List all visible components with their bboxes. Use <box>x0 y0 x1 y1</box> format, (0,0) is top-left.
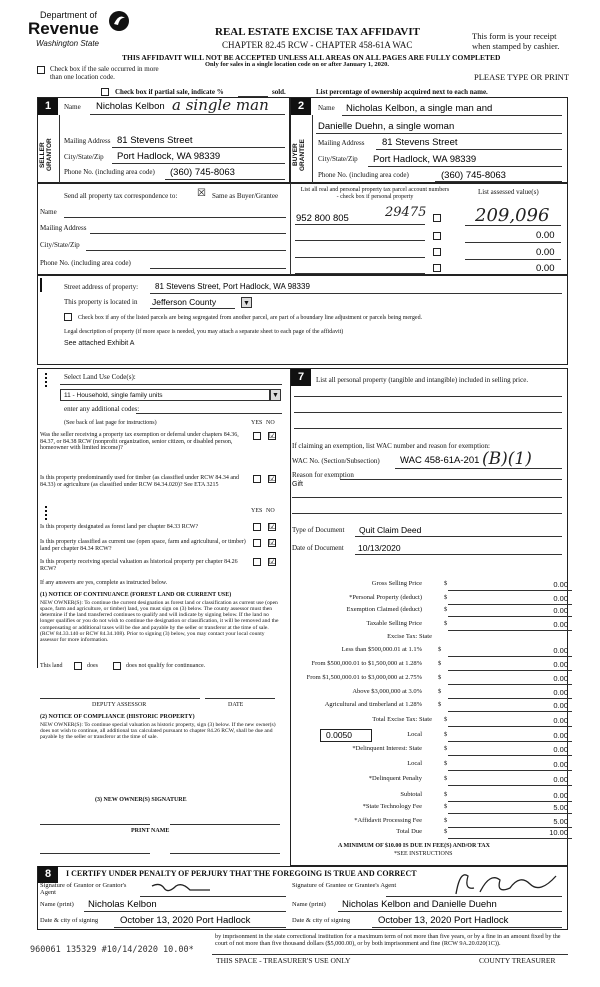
form-notice: THIS AFFIDAVIT WILL NOT BE ACCEPTED UNLESS ALL AREAS ON ALL PAGES ARE FULLY COMPLETED <box>122 53 501 62</box>
tax-row-value[interactable]: 0.00 <box>553 688 568 697</box>
dor-logo <box>28 10 138 50</box>
compliance-title: (2) NOTICE OF COMPLIANCE (HISTORIC PROPERTY) <box>40 714 195 720</box>
tax-row <box>290 803 572 815</box>
form-subtitle: CHAPTER 82.45 RCW - CHAPTER 458-61A WAC <box>222 40 413 50</box>
tax-row-value[interactable]: 10.00 <box>549 828 568 837</box>
land-use-marker <box>45 373 50 387</box>
buyer-phone-label: Phone No. (including area code) <box>318 171 409 179</box>
q3-yes-checkbox[interactable] <box>253 523 261 531</box>
tax-row <box>290 701 572 713</box>
tax-row-currency: $ <box>444 803 448 810</box>
tax-row <box>290 620 572 632</box>
pct-ownership-label: List percentage of ownership acquired next to each name. <box>316 88 488 96</box>
any-yes-note: If any answers are yes, complete as instructed below. <box>40 580 168 586</box>
seller-name[interactable]: Nicholas Kelbon <box>96 101 165 112</box>
tax-row <box>290 633 572 645</box>
tax-row-label: Local <box>407 731 422 738</box>
tax-row-value[interactable]: 5.00 <box>553 803 568 812</box>
print-note: PLEASE TYPE OR PRINT <box>474 72 570 82</box>
parcel-number-handwritten: 29475 <box>385 205 427 220</box>
tax-row-currency: $ <box>444 606 448 613</box>
tax-row-underline <box>448 838 572 839</box>
parcel-number[interactable]: 952 800 805 <box>296 213 349 224</box>
tax-row-label: Total Excise Tax: State <box>372 716 432 723</box>
street-label: Street address of property: <box>64 283 139 291</box>
tax-row-label: Less than $500,000.01 at 1.1% <box>341 646 422 653</box>
receipt-note: This form is your receipt when stamped by cashier. <box>472 31 560 52</box>
same-as-buyer-label: Same as Buyer/Grantee <box>212 192 279 200</box>
deputy-assessor-label: DEPUTY ASSESSOR <box>92 702 147 708</box>
tax-row <box>290 688 572 700</box>
tax-row <box>290 775 572 787</box>
tax-row-underline <box>448 670 572 671</box>
tax-row-currency: $ <box>444 580 448 587</box>
tax-row <box>290 606 572 618</box>
q1-yes-checkbox[interactable] <box>253 432 261 440</box>
tax-row-label: Taxable Selling Price <box>366 620 422 627</box>
wac-number[interactable]: WAC 458-61A-201 <box>400 455 480 466</box>
tax-row-label: From $1,500,000.01 to $3,000,000 at 2.75% <box>306 674 422 681</box>
tax-row-label: *State Technology Fee <box>362 803 422 810</box>
county-treasurer-label: COUNTY TREASURER <box>479 956 556 965</box>
no-header-1: NO <box>266 420 275 426</box>
q5-yes-checkbox[interactable] <box>253 558 261 566</box>
tax-row-value[interactable]: 0.00 <box>553 791 568 800</box>
question-current-use: Is this property classified as current use (open space, farm and agricultural, or timber) land per chapter 84.34 RCW? <box>40 539 246 552</box>
seller-side-label: SELLER GRANTOR <box>39 138 53 172</box>
section8-badge: 8 <box>38 866 58 883</box>
q4-yes-checkbox[interactable] <box>253 539 261 547</box>
dept-line1: Department of <box>40 10 98 20</box>
grantee-sig-label: Signature of Grantee or Grantee's Agent <box>292 882 397 889</box>
seller-city[interactable]: Port Hadlock, WA 98339 <box>117 151 221 162</box>
cashier-stamp: 960061 135329 #10/14/2020 10.00* <box>30 945 194 955</box>
same-as-buyer-checkbox[interactable]: ☒ <box>197 188 206 199</box>
corr-phone-label: Phone No. (including area code) <box>40 259 131 267</box>
does-label: does <box>87 663 98 669</box>
buyer-phone[interactable]: (360) 745-8063 <box>441 170 506 181</box>
tax-row-value[interactable]: 0.00 <box>553 760 568 769</box>
tax-row-label: *Delinquent Penalty <box>368 775 422 782</box>
tax-row-underline <box>448 813 572 814</box>
tax-row <box>290 674 572 686</box>
tax-row <box>290 646 572 658</box>
tax-row-label: Exemption Claimed (deduct) <box>346 606 422 613</box>
does-not-label: does not qualify for continuance. <box>126 663 206 669</box>
grantee-printed-name[interactable]: Nicholas Kelbon and Danielle Duehn <box>342 899 497 910</box>
doc-date[interactable]: 10/13/2020 <box>358 543 401 553</box>
tax-row-currency: $ <box>438 646 442 653</box>
tax-row-underline <box>448 741 572 742</box>
buyer-mailing[interactable]: 81 Stevens Street <box>382 137 458 148</box>
segregated-checkbox[interactable] <box>64 313 72 321</box>
question-timber: Is this property predominantly used for timber (as classified under RCW 84.34 and 84.33) or agriculture (as classified under RCW 84.34.020)? See ETA 3215 <box>40 475 240 488</box>
tax-row-value[interactable]: 0.00 <box>553 745 568 754</box>
no-header-2: NO <box>266 508 275 514</box>
tax-row-value[interactable]: 0.00 <box>553 674 568 683</box>
multi-location-checkbox[interactable] <box>37 66 45 74</box>
corr-name-label: Name <box>40 208 57 216</box>
compliance-body: NEW OWNER(S): To continue special valuation as historic property, sign (3) below. If the new owner(s) does not wish to continue, all additional tax calculated pursuant to chapter 84.26 RCW, shall be due and payable by the seller or transferor at the time of sale. <box>40 722 276 741</box>
does-not-checkbox[interactable] <box>113 662 121 670</box>
personal-property-checkbox-4[interactable] <box>433 264 441 272</box>
treasurer-use-label: THIS SPACE - TREASURER'S USE ONLY <box>216 956 351 965</box>
tax-row-currency: $ <box>444 828 448 835</box>
tax-row-underline <box>448 590 572 591</box>
tax-row-currency: $ <box>444 594 448 601</box>
seller-phone-label: Phone No. (including area code) <box>64 168 155 176</box>
continuance-title: (1) NOTICE OF CONTINUANCE (FOREST LAND OR CURRENT USE) <box>40 592 232 598</box>
personal-property-checkbox-2[interactable] <box>433 232 441 240</box>
tax-row <box>290 716 572 728</box>
property-section-marker <box>40 278 46 292</box>
tax-row-currency: $ <box>444 620 448 627</box>
personal-property-checkbox-3[interactable] <box>433 248 441 256</box>
revenue-swirl-icon <box>108 10 130 32</box>
local-rate[interactable]: 0.0050 <box>326 730 352 740</box>
seller-badge: 1 <box>38 98 58 115</box>
grantee-signature <box>450 866 565 898</box>
grantor-name-label: Name (print) <box>40 901 74 908</box>
tax-row-value[interactable]: 0.00 <box>553 716 568 725</box>
grantee-date-city[interactable]: October 13, 2020 Port Hadlock <box>378 915 509 926</box>
buyer-name2[interactable]: Danielle Duehn, a single woman <box>318 121 455 132</box>
tax-row <box>290 580 572 592</box>
partial-sale-label: Check box if partial sale, indicate % <box>115 88 224 96</box>
minimum-note: A MINIMUM OF $10.00 IS DUE IN FEE(S) AND/OR TAX <box>338 843 490 849</box>
assessed-value-2[interactable]: 0.00 <box>536 230 555 241</box>
tax-row-label: Local <box>407 760 422 767</box>
doc-type[interactable]: Quit Claim Deed <box>359 525 422 535</box>
question-historic: Is this property receiving special valuation as historical property per chapter 84.26 RCW? <box>40 559 238 572</box>
tax-row-underline <box>448 770 572 771</box>
legal-desc-label: Legal description of property (if more space is needed, you may attach a separate sheet to each page of the affidavit) <box>64 329 344 335</box>
exemption-label: If claiming an exemption, list WAC number and reason for exemption: <box>292 442 490 450</box>
exemption-reason[interactable]: Gift <box>292 481 303 488</box>
tax-row-underline <box>448 711 572 712</box>
buyer-mailing-label: Mailing Address <box>318 139 365 147</box>
tax-row <box>290 745 572 757</box>
print-name-label: PRINT NAME <box>131 828 170 834</box>
tax-row-value[interactable]: 0.00 <box>553 775 568 784</box>
tax-row-label: Subtotal <box>400 791 422 798</box>
perjury-note: by imprisonment in the state correctional institution for a maximum term of not more than five years, or by a fine in an amount fixed by the court of not more than five thousand dollars ($5,000.00), or by both imprisonment and fine (RCW 9A.20.020(1C)). <box>215 933 561 947</box>
tax-row-currency: $ <box>444 775 448 782</box>
tax-row-currency: $ <box>444 716 448 723</box>
tax-row-currency: $ <box>444 745 448 752</box>
tax-row-currency: $ <box>438 660 442 667</box>
dept-line3: Washington State <box>36 39 100 48</box>
tax-row <box>290 660 572 672</box>
question-forest-land: Is this property designated as forest land per chapter 84.33 RCW? <box>40 524 199 530</box>
land-use-dropdown-button[interactable]: ▼ <box>270 389 281 401</box>
legal-description[interactable]: See attached Exhibit A <box>64 340 135 347</box>
multi-location-label: Check box if the sale occurred in more than one location code. <box>50 65 159 82</box>
tax-row-label: Above $3,000,000 at 3.0% <box>352 688 422 695</box>
additional-codes-label: enter any additional codes: <box>64 405 140 413</box>
q1-no-checkbox[interactable]: ☑ <box>269 431 277 440</box>
doc-type-label: Type of Document <box>292 526 345 534</box>
segregated-label: Check box if any of the listed parcels are being segregated from another parcel, are part of a boundary line adjustment or parcels being merged. <box>78 315 423 321</box>
partial-sale-checkbox[interactable] <box>101 88 109 96</box>
tax-row-underline <box>448 698 572 699</box>
assessed-value-3[interactable]: 0.00 <box>536 247 555 258</box>
tax-row-currency: $ <box>444 817 448 824</box>
yes-header-2: YES <box>251 508 263 514</box>
seller-mailing[interactable]: 81 Stevens Street <box>117 135 193 146</box>
seller-name-label: Name <box>64 103 81 111</box>
tax-row-underline <box>448 755 572 756</box>
tax-row-underline <box>448 801 572 802</box>
yes-header-1: YES <box>251 420 263 426</box>
tax-row-currency: $ <box>444 791 448 798</box>
property-street[interactable]: 81 Stevens Street, Port Hadlock, WA 98339 <box>155 282 310 291</box>
q3-no-checkbox[interactable]: ☑ <box>269 522 277 531</box>
corr-mailing-label: Mailing Address <box>40 224 87 232</box>
tax-row-value[interactable]: 0.00 <box>553 606 568 615</box>
tax-row-value[interactable]: 0.00 <box>553 580 568 589</box>
land-use-label: Select Land Use Code(s): <box>64 373 136 381</box>
tax-row-underline <box>448 785 572 786</box>
tax-row-label: *Affidavit Processing Fee <box>354 817 422 824</box>
tax-row-label: Agricultural and timberland at 1.28% <box>324 701 422 708</box>
tax-row-label: *Delinquent Interest: State <box>352 745 422 752</box>
tax-row-underline <box>448 630 572 631</box>
grantor-signature <box>150 880 220 896</box>
tax-row-currency: $ <box>438 701 442 708</box>
property-county[interactable]: Jefferson County <box>152 297 217 307</box>
tax-row-currency: $ <box>438 674 442 681</box>
certify-text: I CERTIFY UNDER PENALTY OF PERJURY THAT THE FOREGOING IS TRUE AND CORRECT <box>66 869 417 878</box>
tax-row-currency: $ <box>438 688 442 695</box>
tax-row-underline <box>448 684 572 685</box>
dept-line2: Revenue <box>28 19 99 38</box>
seller-city-label: City/State/Zip <box>64 153 104 161</box>
grantor-sig-label: Signature of Grantor or Grantor's Agent <box>40 882 127 897</box>
assessed-value-handwritten: 209,096 <box>475 205 550 226</box>
form-title: REAL ESTATE EXCISE TAX AFFIDAVIT <box>215 26 420 38</box>
tax-row-underline <box>448 726 572 727</box>
tax-row-label: Total Due <box>396 828 422 835</box>
tax-row <box>290 760 572 772</box>
see-back-note: (See back of last page for instructions) <box>64 420 157 426</box>
parcel-header: List all real and personal property tax parcel account numbers - check box if personal property <box>300 187 450 200</box>
assessed-value-header: List assessed value(s) <box>478 188 539 196</box>
tax-row-value[interactable]: 0.00 <box>553 660 568 669</box>
buyer-badge: 2 <box>291 98 311 115</box>
sold-label: sold. <box>272 88 286 96</box>
reason-label: Reason for exemption <box>292 471 354 479</box>
this-land-label: This land <box>40 663 63 669</box>
tax-row-currency: $ <box>444 731 448 738</box>
personal-property-checkbox-1[interactable] <box>433 214 441 222</box>
tax-row-value[interactable]: 0.00 <box>553 701 568 710</box>
corr-city-label: City/State/Zip <box>40 241 80 249</box>
buyer-city-label: City/State/Zip <box>318 155 358 163</box>
tax-row <box>290 828 572 840</box>
tax-row <box>290 791 572 803</box>
tax-row-value[interactable]: 0.00 <box>553 731 568 740</box>
correspondence-label: Send all property tax correspondence to: <box>64 192 178 200</box>
q4-no-checkbox[interactable]: ☑ <box>269 538 277 547</box>
assessor-date-label: DATE <box>228 702 244 708</box>
tax-row-underline <box>448 616 572 617</box>
grantee-date-label: Date & city of signing <box>292 917 351 924</box>
buyer-city[interactable]: Port Hadlock, WA 98339 <box>373 154 477 165</box>
wac-handwritten: (B)(1) <box>482 449 532 469</box>
question-exemption: Was the seller receiving a property tax exemption or deferral under chapters 84.36, 84.37, or 84.38 RCW (nonprofit organization, senior citizen, or disabled person, homeowner with limited income)? <box>40 432 239 452</box>
see-instructions: *SEE INSTRUCTIONS <box>394 851 453 857</box>
tax-row-underline <box>448 656 572 657</box>
tax-row <box>290 594 572 606</box>
seller-name-handwritten: a single man <box>172 96 269 114</box>
wac-label: WAC No. (Section/Subsection) <box>292 457 380 465</box>
tax-row-underline <box>448 604 572 605</box>
tax-row-currency: $ <box>444 760 448 767</box>
seller-mailing-label: Mailing Address <box>64 137 111 145</box>
grantee-name-label: Name (print) <box>292 901 326 908</box>
grantor-date-city[interactable]: October 13, 2020 Port Hadlock <box>120 915 251 926</box>
tax-row-label: From $500,000.01 to $1,500,000 at 1.28% <box>311 660 422 667</box>
buyer-side-label: BUYER GRANTEE <box>292 139 306 171</box>
land-use-marker-2 <box>45 506 50 520</box>
new-owner-sig-title: (3) NEW OWNER(S) SIGNATURE <box>95 797 187 803</box>
county-dropdown-button[interactable]: ▼ <box>241 297 252 308</box>
section7-badge: 7 <box>291 369 311 386</box>
continuance-body: NEW OWNER(S): To continue the current designation as forest land or classification as current use (open space, farm and agriculture, or timber) land, you must sign on (3) below. The county assessor must then determine if the land transferred continues to qualify and will indicate by signing below. If the land no longer qualifies or you do not wish to continue the designation or classification, it will be removed and the compensating or additional taxes will be due and payable by the seller or transferor at the time of sale. (RCW 84.33.140 or RCW 84.34.108). Prior to signing (3) below, you may contact your local county assessor for more information. <box>40 600 279 643</box>
does-checkbox[interactable] <box>74 662 82 670</box>
q5-no-checkbox[interactable]: ☑ <box>269 557 277 566</box>
tax-row-value[interactable]: 5.00 <box>553 817 568 826</box>
tax-row-label: Gross Selling Price <box>371 580 422 587</box>
seller-phone[interactable]: (360) 745-8063 <box>170 167 235 178</box>
located-label: This property is located in <box>64 298 138 306</box>
land-use-select[interactable]: 11 - Household, single family units <box>60 389 270 401</box>
tax-row-value[interactable]: 0.00 <box>553 620 568 629</box>
q2-yes-checkbox[interactable] <box>253 475 261 483</box>
grantor-printed-name[interactable]: Nicholas Kelbon <box>88 899 157 910</box>
tax-row-label: Excise Tax: State <box>387 633 432 640</box>
q2-no-checkbox[interactable]: ☑ <box>269 474 277 483</box>
form-notice2: Only for sales in a single location code on or after January 1, 2020. <box>205 61 389 68</box>
tax-row-value[interactable]: 0.00 <box>553 594 568 603</box>
buyer-name-label: Name <box>318 104 335 112</box>
doc-date-label: Date of Document <box>292 544 344 552</box>
personal-property-label: List all personal property (tangible and intangible) included in selling price. <box>316 376 529 384</box>
assessed-value-4[interactable]: 0.00 <box>536 263 555 274</box>
tax-row-label: *Personal Property (deduct) <box>349 594 422 601</box>
grantor-date-label: Date & city of signing <box>40 917 99 924</box>
tax-row-value[interactable]: 0.00 <box>553 646 568 655</box>
buyer-name[interactable]: Nicholas Kelbon, a single man and <box>346 103 493 114</box>
